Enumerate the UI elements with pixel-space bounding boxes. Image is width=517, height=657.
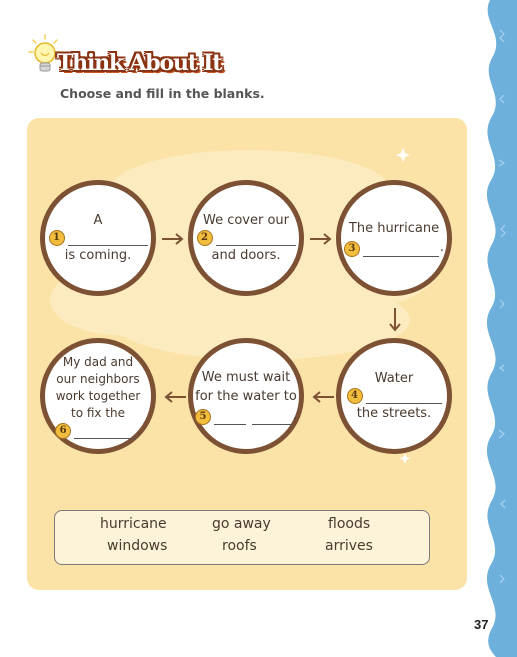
- step-2-number-badge: 2: [197, 230, 213, 246]
- step-6-text-line3: work together: [55, 388, 141, 403]
- step-5-text-line1: We must wait: [201, 369, 291, 385]
- step-3-period: .: [439, 240, 445, 255]
- step-5-answer-blank-1[interactable]: [214, 411, 246, 425]
- page-number: 37: [474, 617, 489, 632]
- arrow-right-icon: [308, 232, 334, 246]
- step-circle-5: [188, 338, 304, 454]
- instruction-text: Choose and fill in the blanks.: [60, 86, 265, 101]
- step-1-answer-blank[interactable]: [68, 232, 148, 246]
- word-bank-item: arrives: [325, 538, 373, 554]
- word-bank-item: go away: [212, 516, 271, 532]
- arrow-left-icon: [162, 390, 188, 404]
- step-3-answer-blank[interactable]: [363, 243, 439, 257]
- step-1-text-line1: A: [93, 213, 103, 228]
- step-6-answer-blank[interactable]: [74, 425, 136, 439]
- step-6-text-line2: our neighbors: [56, 371, 140, 386]
- arrow-right-icon: [160, 232, 186, 246]
- step-circle-1: [40, 180, 156, 296]
- word-bank-item: floods: [328, 516, 371, 532]
- word-bank-item: windows: [107, 538, 168, 554]
- step-1-text-line3: is coming.: [64, 248, 132, 263]
- step-5-period: .: [292, 407, 298, 423]
- arrow-down-icon: [388, 306, 402, 334]
- step-6-period: .: [137, 422, 141, 437]
- step-6-text-line1: My dad and: [62, 354, 134, 369]
- step-6-number-badge: 6: [55, 423, 71, 439]
- step-6-text-line4: to fix the: [70, 405, 126, 420]
- step-2-text-line3: and doors.: [211, 248, 281, 263]
- step-4-answer-blank[interactable]: [366, 390, 442, 404]
- step-5-text-line2: for the water to: [195, 388, 297, 404]
- word-bank-item: hurricane: [100, 516, 167, 532]
- step-3-text-line1: The hurricane: [348, 221, 440, 236]
- word-bank-item: roofs: [222, 538, 257, 554]
- page-title: Think About It: [57, 50, 222, 76]
- step-4-number-badge: 4: [347, 388, 363, 404]
- step-circle-2: [188, 180, 304, 296]
- step-circle-3: [336, 180, 452, 296]
- step-4-text-line3: the streets.: [356, 406, 432, 421]
- step-circle-4: [336, 338, 452, 454]
- step-5-number-badge: 5: [195, 409, 211, 425]
- step-circle-6: [40, 338, 156, 454]
- step-3-number-badge: 3: [344, 241, 360, 257]
- step-2-answer-blank[interactable]: [216, 232, 296, 246]
- step-5-answer-blank-2[interactable]: [252, 411, 292, 425]
- step-1-number-badge: 1: [49, 230, 65, 246]
- step-4-text-line1: Water: [374, 371, 414, 386]
- step-2-text-line1: We cover our: [202, 213, 290, 228]
- arrow-left-icon: [310, 390, 336, 404]
